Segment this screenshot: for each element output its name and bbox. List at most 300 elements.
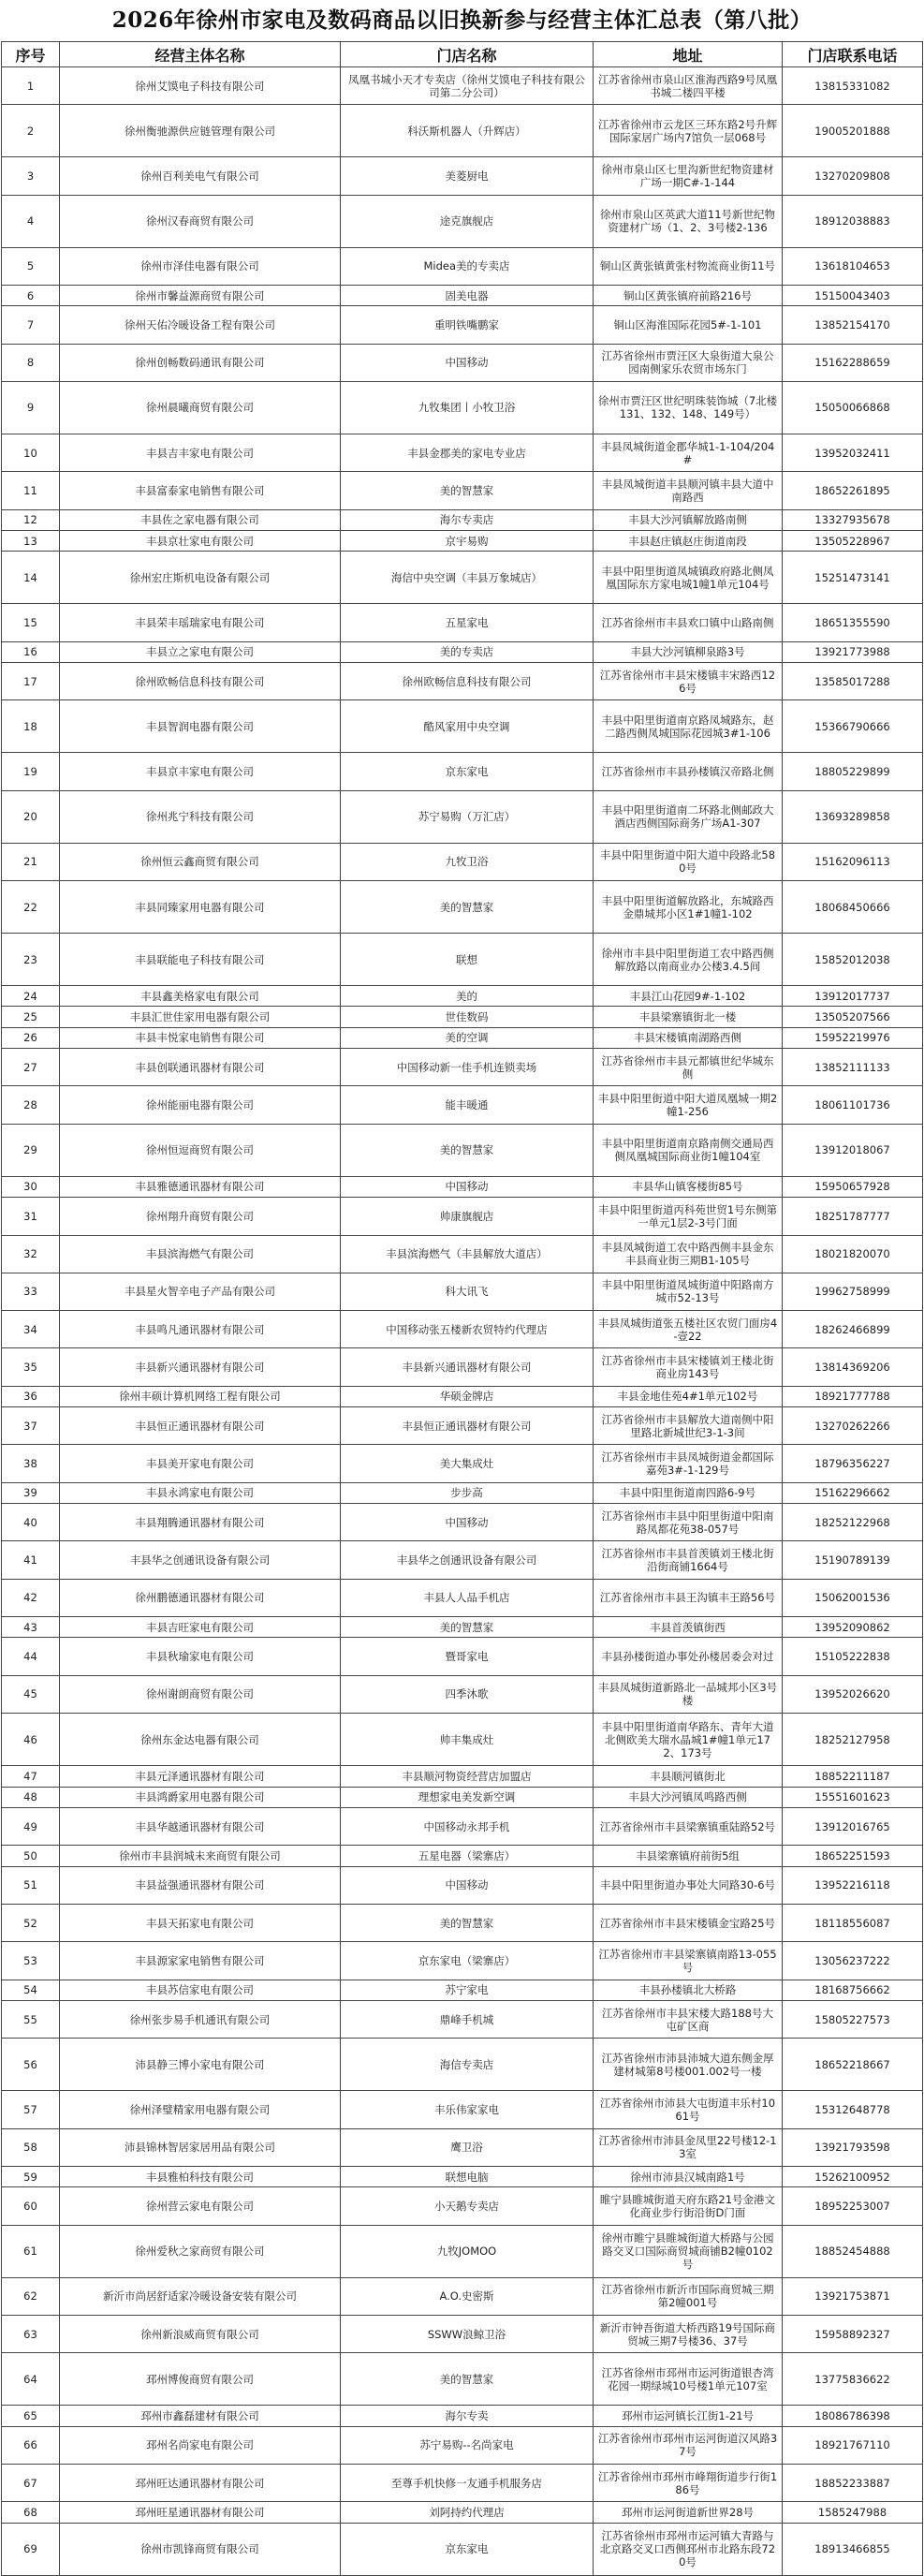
store-name-cell: 鹰卫浴 xyxy=(341,2128,594,2166)
business-name-cell: 丰县智润电器有限公司 xyxy=(60,700,341,753)
phone-cell: 13912017737 xyxy=(783,986,923,1007)
store-name-cell: 美的智慧家 xyxy=(341,1617,594,1638)
business-name-cell: 徐州恒逗商贸有限公司 xyxy=(60,1124,341,1176)
phone-cell: 13585017288 xyxy=(783,663,923,700)
store-name-cell: 小天鹅专卖店 xyxy=(341,2187,594,2225)
store-name-cell: 联想 xyxy=(341,934,594,986)
address-cell: 丰县大沙河镇解放路南侧 xyxy=(594,509,783,530)
store-name-cell: 至尊手机快修一友通手机服务店 xyxy=(341,2464,594,2501)
business-name-cell: 丰县翔腾通讯器材有限公司 xyxy=(60,1504,341,1541)
address-cell: 江苏省徐州市邳州市运河街道汉风路37号 xyxy=(594,2426,783,2464)
table-row xyxy=(2,2523,923,2575)
row-index-cell: 2 xyxy=(2,105,60,157)
row-index-cell: 62 xyxy=(2,2277,60,2315)
store-name-cell: 丰县华之创通讯设备有限公司 xyxy=(341,1541,594,1579)
address-cell: 江苏省徐州市丰县宋楼镇金宝路25号 xyxy=(594,1904,783,1941)
business-name-cell: 丰县鸿爵家用电器有限公司 xyxy=(60,1787,341,1807)
address-cell: 江苏省徐州市邳州市运河街道银杏湾花园一期绿城10号楼1单元107室 xyxy=(594,2353,783,2406)
business-name-cell: 丰县秋瑜家电有限公司 xyxy=(60,1638,341,1675)
business-name-cell: 徐州东金达电器有限公司 xyxy=(60,1714,341,1766)
table-row xyxy=(2,986,923,1007)
business-name-cell: 徐州天佑冷暖设备工程有限公司 xyxy=(60,306,341,344)
store-name-cell: 京东家电 xyxy=(341,2523,594,2575)
row-index-cell: 33 xyxy=(2,1273,60,1310)
address-cell: 江苏省徐州市丰县梁寨镇重陆路52号 xyxy=(594,1807,783,1845)
table-row xyxy=(2,700,923,753)
row-index-cell: 38 xyxy=(2,1445,60,1482)
row-index-cell: 11 xyxy=(2,472,60,509)
table-body xyxy=(2,67,923,2576)
phone-cell: 13327935678 xyxy=(783,509,923,530)
row-index-cell: 8 xyxy=(2,344,60,381)
business-name-cell: 丰县汇世佳家用电器有限公司 xyxy=(60,1007,341,1027)
store-name-cell: 科大讯飞 xyxy=(341,1273,594,1310)
address-cell: 丰县凤城街道工农中路西侧丰县金东丰县商业街三期B1-105号 xyxy=(594,1235,783,1273)
store-name-cell: 九牧卫浴 xyxy=(341,843,594,880)
row-index-cell: 69 xyxy=(2,2523,60,2575)
phone-cell: 18252127958 xyxy=(783,1714,923,1766)
address-cell: 丰县宋楼镇南湖路西侧 xyxy=(594,1027,783,1048)
row-index-cell: 47 xyxy=(2,1766,60,1787)
address-cell: 江苏省徐州市云龙区三环东路2号升辉国际家居广场内7馆负一层068号 xyxy=(594,105,783,157)
store-name-cell: 丰县顺河物资经营店加盟店 xyxy=(341,1766,594,1787)
store-name-cell: 鼎峰手机城 xyxy=(341,2000,594,2038)
business-name-cell: 徐州市馨益源商贸有限公司 xyxy=(60,285,341,305)
column-header-business-name: 经营主体名称 xyxy=(60,42,341,67)
business-name-cell: 徐州爱秋之家商贸有限公司 xyxy=(60,2225,341,2277)
table-row xyxy=(2,247,923,285)
phone-cell: 15190789139 xyxy=(783,1541,923,1579)
address-cell: 铜山区黄张镇黄张村物流商业街11号 xyxy=(594,247,783,285)
table-row xyxy=(2,434,923,471)
column-header-store-name: 门店名称 xyxy=(341,42,594,67)
store-name-cell: 中国移动新一佳手机连锁卖场 xyxy=(341,1049,594,1086)
row-index-cell: 49 xyxy=(2,1807,60,1845)
store-name-cell: 美的智慧家 xyxy=(341,1904,594,1941)
address-cell: 江苏省徐州市新沂市国际商贸城三期第2幢001号 xyxy=(594,2277,783,2315)
phone-cell: 13693289858 xyxy=(783,790,923,843)
address-cell: 睢宁县睢城街道天府东路21号金港文化商业步行街沿街D门面 xyxy=(594,2187,783,2225)
phone-cell: 18652261895 xyxy=(783,472,923,509)
business-name-cell: 丰县苏信家电有限公司 xyxy=(60,1980,341,2000)
phone-cell: 19005201888 xyxy=(783,105,923,157)
phone-cell: 18796356227 xyxy=(783,1445,923,1482)
phone-cell: 15551601623 xyxy=(783,1787,923,1807)
business-name-cell: 丰县雅柏科技有限公司 xyxy=(60,2166,341,2186)
phone-cell: 18086786398 xyxy=(783,2406,923,2426)
row-index-cell: 39 xyxy=(2,1482,60,1503)
address-cell: 丰县凤城街道张五楼社区农贸门面房4-壹22 xyxy=(594,1311,783,1348)
store-name-cell: 海尔专卖店 xyxy=(341,509,594,530)
row-index-cell: 28 xyxy=(2,1086,60,1124)
phone-cell: 13952026620 xyxy=(783,1675,923,1713)
row-index-cell: 46 xyxy=(2,1714,60,1766)
store-name-cell: 凤凰书城小天才专卖店（徐州艾馍电子科技有限公司第二分公司） xyxy=(341,67,594,105)
row-index-cell: 14 xyxy=(2,552,60,604)
address-cell: 丰县大沙河镇凤鸣路西侧 xyxy=(594,1787,783,1807)
row-index-cell: 13 xyxy=(2,530,60,551)
store-name-cell: 美菱厨电 xyxy=(341,157,594,195)
phone-cell: 13952216118 xyxy=(783,1866,923,1904)
store-name-cell: 五星电器（梁寨店） xyxy=(341,1846,594,1866)
address-cell: 徐州市丰县中阳里街道工农中路西侧解放路以南商业办公楼3.4.5间 xyxy=(594,934,783,986)
store-name-cell: 中国移动张五楼新农贸特约代理店 xyxy=(341,1311,594,1348)
table-row xyxy=(2,1407,923,1445)
phone-cell: 18061101736 xyxy=(783,1086,923,1124)
row-index-cell: 7 xyxy=(2,306,60,344)
business-name-cell: 丰县华越通讯器材有限公司 xyxy=(60,1807,341,1845)
address-cell: 江苏省徐州市沛县大屯街道丰乐村1061号 xyxy=(594,2091,783,2128)
row-index-cell: 41 xyxy=(2,1541,60,1579)
row-index-cell: 58 xyxy=(2,2128,60,2166)
document-title: 2026年徐州市家电及数码商品以旧换新参与经营主体汇总表（第八批） xyxy=(111,7,813,33)
business-name-cell: 丰县美开家电有限公司 xyxy=(60,1445,341,1482)
row-index-cell: 27 xyxy=(2,1049,60,1086)
business-name-cell: 丰县益强通讯器材有限公司 xyxy=(60,1866,341,1904)
business-name-cell: 徐州营云家电有限公司 xyxy=(60,2187,341,2225)
phone-cell: 18852211187 xyxy=(783,1766,923,1787)
business-name-cell: 丰县新兴通讯器材有限公司 xyxy=(60,1348,341,1386)
address-cell: 丰县梁寨镇府前街5组 xyxy=(594,1846,783,1866)
row-index-cell: 37 xyxy=(2,1407,60,1445)
store-name-cell: 中国移动 xyxy=(341,1504,594,1541)
table-row xyxy=(2,790,923,843)
business-name-cell: 徐州衡驰源供应链管理有限公司 xyxy=(60,105,341,157)
row-index-cell: 24 xyxy=(2,986,60,1007)
phone-cell: 15105222838 xyxy=(783,1638,923,1675)
row-index-cell: 55 xyxy=(2,2000,60,2038)
address-cell: 丰县中阳里街道南京路凤城路东，赵二路西侧凤城国际花园城3#1-106 xyxy=(594,700,783,753)
store-name-cell: 中国移动 xyxy=(341,344,594,381)
row-index-cell: 67 xyxy=(2,2464,60,2501)
business-name-cell: 丰县吉旺家电有限公司 xyxy=(60,1617,341,1638)
table-row xyxy=(2,1980,923,2000)
table-row xyxy=(2,1766,923,1787)
business-name-cell: 邳州名尚家电有限公司 xyxy=(60,2426,341,2464)
store-name-cell: 海信专卖店 xyxy=(341,2039,594,2091)
store-name-cell: 华硕金牌店 xyxy=(341,1386,594,1406)
row-index-cell: 6 xyxy=(2,285,60,305)
address-cell: 丰县孙楼街道办事处孙楼居委会对过 xyxy=(594,1638,783,1675)
store-name-cell: 四季沐歌 xyxy=(341,1675,594,1713)
row-index-cell: 30 xyxy=(2,1176,60,1197)
phone-cell: 13921773988 xyxy=(783,641,923,662)
business-name-cell: 徐州创畅数码通讯有限公司 xyxy=(60,344,341,381)
address-cell: 丰县凤城街道金郡华城1-1-104/204# xyxy=(594,434,783,471)
business-name-cell: 徐州晨曦商贸有限公司 xyxy=(60,381,341,434)
address-cell: 丰县首羡镇街西 xyxy=(594,1617,783,1638)
address-cell: 江苏省徐州市丰县凤城街道金都国际嘉苑3#-1-129号 xyxy=(594,1445,783,1482)
phone-cell: 15162096113 xyxy=(783,843,923,880)
row-index-cell: 42 xyxy=(2,1579,60,1616)
table-row xyxy=(2,530,923,551)
address-cell: 新沂市钟吾街道大桥西路19号国际商贸城三期7号楼36、37号 xyxy=(594,2315,783,2352)
address-cell: 丰县中阳里街道凤城街道中阳路南方城市52-13号 xyxy=(594,1273,783,1310)
table-row xyxy=(2,1311,923,1348)
phone-cell: 15312648778 xyxy=(783,2091,923,2128)
phone-cell: 13814369206 xyxy=(783,1348,923,1386)
table-row xyxy=(2,1027,923,1048)
store-name-cell: 美的 xyxy=(341,986,594,1007)
table-row xyxy=(2,1124,923,1176)
row-index-cell: 65 xyxy=(2,2406,60,2426)
business-name-cell: 徐州谢朗商贸有限公司 xyxy=(60,1675,341,1713)
business-name-cell: 丰县荣丰瑶瑞家电有限公司 xyxy=(60,604,341,641)
business-name-cell: 丰县恒正通讯器材有限公司 xyxy=(60,1407,341,1445)
store-name-cell: 美的专卖店 xyxy=(341,641,594,662)
row-index-cell: 61 xyxy=(2,2225,60,2277)
phone-cell: 18262466899 xyxy=(783,1311,923,1348)
row-index-cell: 66 xyxy=(2,2426,60,2464)
table-row xyxy=(2,1273,923,1310)
address-cell: 丰县中阳里街道办事处大同路30-6号 xyxy=(594,1866,783,1904)
business-name-cell: 丰县联能电子科技有限公司 xyxy=(60,934,341,986)
business-name-cell: 邳州旺达通讯器材有限公司 xyxy=(60,2464,341,2501)
address-cell: 丰县中阳里街道解放路北，东城路西金鼎城邦小区1#1幢1-102 xyxy=(594,881,783,934)
phone-cell: 18252122968 xyxy=(783,1504,923,1541)
table-row xyxy=(2,881,923,934)
address-cell: 丰县江山花园9#-1-102 xyxy=(594,986,783,1007)
store-name-cell: 美的智慧家 xyxy=(341,472,594,509)
table-row xyxy=(2,2091,923,2128)
address-cell: 徐州市沛县汉城南路1号 xyxy=(594,2166,783,2186)
store-name-cell: 重明铁嘴鹏家 xyxy=(341,306,594,344)
address-cell: 丰县赵庄镇赵庄街道南段 xyxy=(594,530,783,551)
address-cell: 丰县凤城街道新路北一品城邦小区3号楼 xyxy=(594,1675,783,1713)
phone-cell: 15162296662 xyxy=(783,1482,923,1503)
phone-cell: 15150043403 xyxy=(783,285,923,305)
row-index-cell: 64 xyxy=(2,2353,60,2406)
business-name-cell: 徐州鹏德通讯器材有限公司 xyxy=(60,1579,341,1616)
store-name-cell: 苏宁家电 xyxy=(341,1980,594,2000)
business-name-cell: 沛县锦林智居家居用品有限公司 xyxy=(60,2128,341,2166)
store-name-cell: 途克旗舰店 xyxy=(341,195,594,247)
business-name-cell: 邳州博俊商贸有限公司 xyxy=(60,2353,341,2406)
phone-cell: 18852233887 xyxy=(783,2464,923,2501)
address-cell: 铜山区黄张镇府前路216号 xyxy=(594,285,783,305)
row-index-cell: 31 xyxy=(2,1198,60,1235)
row-index-cell: 22 xyxy=(2,881,60,934)
store-name-cell: 帅康旗舰店 xyxy=(341,1198,594,1235)
store-name-cell: 美的空调 xyxy=(341,1027,594,1048)
row-index-cell: 44 xyxy=(2,1638,60,1675)
row-index-cell: 40 xyxy=(2,1504,60,1541)
phone-cell: 19962758999 xyxy=(783,1273,923,1310)
phone-cell: 13775836622 xyxy=(783,2353,923,2406)
row-index-cell: 56 xyxy=(2,2039,60,2091)
phone-cell: 15952219976 xyxy=(783,1027,923,1048)
phone-cell: 13270209808 xyxy=(783,157,923,195)
row-index-cell: 53 xyxy=(2,1942,60,1980)
phone-cell: 18652251593 xyxy=(783,1846,923,1866)
phone-cell: 15251473141 xyxy=(783,552,923,604)
table-row xyxy=(2,2187,923,2225)
table-row xyxy=(2,1198,923,1235)
row-index-cell: 20 xyxy=(2,790,60,843)
row-index-cell: 54 xyxy=(2,1980,60,2000)
table-row xyxy=(2,67,923,105)
address-cell: 丰县中阳里街道中阳大道中段路北580号 xyxy=(594,843,783,880)
row-index-cell: 59 xyxy=(2,2166,60,2186)
address-cell: 丰县中阳里街道南华路东、青年大道北侧欧美大瑞水晶城1#幢1单元172、173号 xyxy=(594,1714,783,1766)
table-row xyxy=(2,1846,923,1866)
address-cell: 丰县顺河镇街北 xyxy=(594,1766,783,1787)
phone-cell: 18118556087 xyxy=(783,1904,923,1941)
address-cell: 丰县中阳里街道南四路6-9号 xyxy=(594,1482,783,1503)
business-name-cell: 徐州艾馍电子科技有限公司 xyxy=(60,67,341,105)
store-name-cell: 暨哥家电 xyxy=(341,1638,594,1675)
business-name-cell: 丰县源家家电销售有限公司 xyxy=(60,1942,341,1980)
address-cell: 徐州市泉山区七里沟新世纪物资建材广场一期C#-1-144 xyxy=(594,157,783,195)
table-row xyxy=(2,2315,923,2352)
table-row xyxy=(2,1176,923,1197)
phone-cell: 13921793598 xyxy=(783,2128,923,2166)
table-row xyxy=(2,1541,923,1579)
business-name-cell: 丰县同臻家用电器有限公司 xyxy=(60,881,341,934)
phone-cell: 18168756662 xyxy=(783,1980,923,2000)
phone-cell: 13852154170 xyxy=(783,306,923,344)
address-cell: 江苏省徐州市丰县宋楼镇丰宋路西126号 xyxy=(594,663,783,700)
business-name-cell: 邳州旺星通讯器材有限公司 xyxy=(60,2502,341,2523)
store-name-cell: 中国移动永邦手机 xyxy=(341,1807,594,1845)
row-index-cell: 43 xyxy=(2,1617,60,1638)
column-header-phone: 门店联系电话 xyxy=(783,42,923,67)
table-row xyxy=(2,2353,923,2406)
row-index-cell: 23 xyxy=(2,934,60,986)
store-name-cell: Midea美的专卖店 xyxy=(341,247,594,285)
business-name-cell: 丰县华之创通讯设备有限公司 xyxy=(60,1541,341,1579)
phone-cell: 18805229899 xyxy=(783,753,923,790)
row-index-cell: 4 xyxy=(2,195,60,247)
store-name-cell: 徐州欧畅信息科技有限公司 xyxy=(341,663,594,700)
store-name-cell: 世佳数码 xyxy=(341,1007,594,1027)
store-name-cell: 京东家电（梁寨店） xyxy=(341,1942,594,1980)
row-index-cell: 3 xyxy=(2,157,60,195)
row-index-cell: 60 xyxy=(2,2187,60,2225)
address-cell: 徐州市泉山区英武大道11号新世纪物资建材广场（1、2、3号楼2-136 xyxy=(594,195,783,247)
address-cell: 丰县金地佳苑4#1单元102号 xyxy=(594,1386,783,1406)
row-index-cell: 51 xyxy=(2,1866,60,1904)
address-cell: 徐州市贾汪区世纪明珠装饰城（7北楼131、132、148、149号） xyxy=(594,381,783,434)
address-cell: 邳州市运河镇长江街1-21号 xyxy=(594,2406,783,2426)
column-header-address: 地址 xyxy=(594,42,783,67)
address-cell: 徐州市睢宁县睢城街道大桥路与公园路交叉口国际商贸城商铺B2幢0102号 xyxy=(594,2225,783,2277)
phone-cell: 18912038883 xyxy=(783,195,923,247)
phone-cell: 13505228967 xyxy=(783,530,923,551)
row-index-cell: 16 xyxy=(2,641,60,662)
table-row xyxy=(2,1866,923,1904)
store-name-cell: 苏宁易购--名尚家电 xyxy=(341,2426,594,2464)
table-row xyxy=(2,1348,923,1386)
store-name-cell: 科沃斯机器人（升辉店） xyxy=(341,105,594,157)
phone-cell: 18913466855 xyxy=(783,2523,923,2575)
business-name-cell: 丰县立之家电有限公司 xyxy=(60,641,341,662)
row-index-cell: 26 xyxy=(2,1027,60,1048)
table-row xyxy=(2,157,923,195)
business-name-cell: 丰县京壮家电有限公司 xyxy=(60,530,341,551)
store-name-cell: 京东家电 xyxy=(341,753,594,790)
business-name-cell: 徐州泽璧精家用电器有限公司 xyxy=(60,2091,341,2128)
table-row xyxy=(2,2277,923,2315)
row-index-cell: 10 xyxy=(2,434,60,471)
phone-cell: 15950657928 xyxy=(783,1176,923,1197)
phone-cell: 18021820070 xyxy=(783,1235,923,1273)
business-name-cell: 徐州能丽电器有限公司 xyxy=(60,1086,341,1124)
table-row xyxy=(2,1675,923,1713)
table-row xyxy=(2,663,923,700)
address-cell: 江苏省徐州市沛县沛城大道东侧金厚建材城第8号楼001.002号一楼 xyxy=(594,2039,783,2091)
phone-cell: 13270262266 xyxy=(783,1407,923,1445)
business-name-cell: 丰县天拓家电有限公司 xyxy=(60,1904,341,1941)
table-row xyxy=(2,2128,923,2166)
business-name-cell: 丰县星火智辛电子产品有限公司 xyxy=(60,1273,341,1310)
store-name-cell: 美的智慧家 xyxy=(341,2353,594,2406)
address-cell: 江苏省徐州市泉山区淮海西路9号凤凰书城二楼四平楼 xyxy=(594,67,783,105)
table-row xyxy=(2,2166,923,2186)
store-name-cell: 九牧集团丨小牧卫浴 xyxy=(341,381,594,434)
store-name-cell: 美大集成灶 xyxy=(341,1445,594,1482)
store-name-cell: 中国移动 xyxy=(341,1866,594,1904)
address-cell: 丰县中阳里街道南二环路北侧邮政大酒店西侧国际商务广场A1-307 xyxy=(594,790,783,843)
table-row xyxy=(2,344,923,381)
row-index-cell: 18 xyxy=(2,700,60,753)
business-name-cell: 丰县佐之家电器有限公司 xyxy=(60,509,341,530)
business-name-cell: 徐州市泽佳电器有限公司 xyxy=(60,247,341,285)
table-header-row xyxy=(2,42,923,67)
store-name-cell: 美的智慧家 xyxy=(341,1124,594,1176)
row-index-cell: 5 xyxy=(2,247,60,285)
phone-cell: 13618104653 xyxy=(783,247,923,285)
table-row xyxy=(2,2225,923,2277)
phone-cell: 13056237222 xyxy=(783,1942,923,1980)
row-index-cell: 12 xyxy=(2,509,60,530)
table-row xyxy=(2,2502,923,2523)
business-name-cell: 丰县吉丰家电有限公司 xyxy=(60,434,341,471)
table-row xyxy=(2,1904,923,1941)
address-cell: 丰县中阳里街道中阳大道凤凰城一期2幢1-256 xyxy=(594,1086,783,1124)
store-name-cell: 酷风家用中央空调 xyxy=(341,700,594,753)
store-name-cell: 九牧JOMOO xyxy=(341,2225,594,2277)
table-row xyxy=(2,1007,923,1027)
table-row xyxy=(2,2000,923,2038)
row-index-cell: 17 xyxy=(2,663,60,700)
phone-cell: 18251787777 xyxy=(783,1198,923,1235)
phone-cell: 13952090862 xyxy=(783,1617,923,1638)
store-name-cell: 理想家电美发新空调 xyxy=(341,1787,594,1807)
address-cell: 江苏省徐州市丰县元都镇世纪华城东侧 xyxy=(594,1049,783,1086)
store-name-cell: 丰乐伟家家电 xyxy=(341,2091,594,2128)
row-index-cell: 35 xyxy=(2,1348,60,1386)
phone-cell: 15262100952 xyxy=(783,2166,923,2186)
row-index-cell: 52 xyxy=(2,1904,60,1941)
business-name-cell: 徐州新浪威商贸有限公司 xyxy=(60,2315,341,2352)
address-cell: 江苏省徐州市丰县首羡镇刘王楼北街沿街商铺1664号 xyxy=(594,1541,783,1579)
business-name-cell: 丰县创联通讯器材有限公司 xyxy=(60,1049,341,1086)
address-cell: 江苏省徐州市邳州市峰翔街道步行街186号 xyxy=(594,2464,783,2501)
table-row xyxy=(2,306,923,344)
row-index-cell: 19 xyxy=(2,753,60,790)
row-index-cell: 29 xyxy=(2,1124,60,1176)
address-cell: 丰县中阳里街道南京路南侧交通局西侧凤凰城国际商业街1幢104室 xyxy=(594,1124,783,1176)
table-row xyxy=(2,2464,923,2501)
business-name-cell: 邳州市鑫磊建材有限公司 xyxy=(60,2406,341,2426)
business-name-cell: 丰县雅德通讯器材有限公司 xyxy=(60,1176,341,1197)
store-name-cell: 能丰暖通 xyxy=(341,1086,594,1124)
store-name-cell: A.O.史密斯 xyxy=(341,2277,594,2315)
store-name-cell: 五星家电 xyxy=(341,604,594,641)
address-cell: 丰县梁寨镇街北一楼 xyxy=(594,1007,783,1027)
business-name-cell: 徐州翔升商贸有限公司 xyxy=(60,1198,341,1235)
